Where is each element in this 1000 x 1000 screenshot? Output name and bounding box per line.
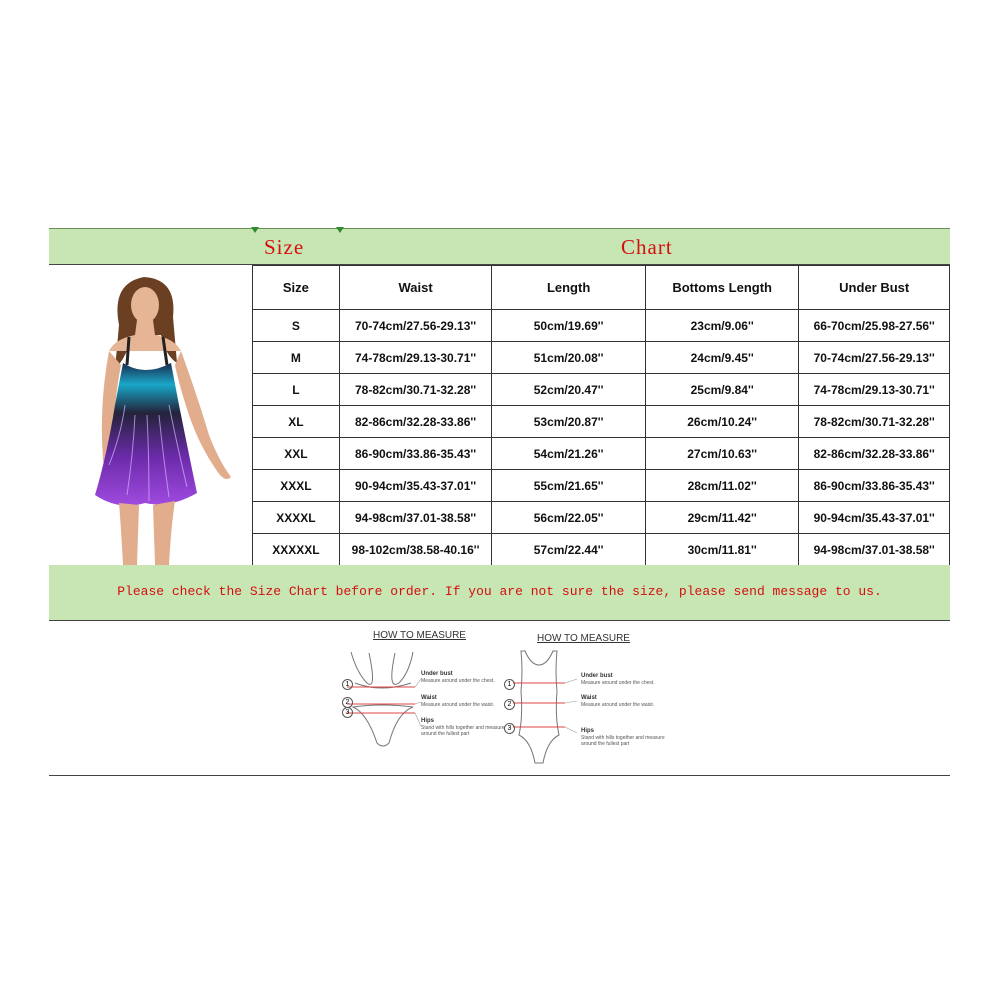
- table-cell: XL: [253, 406, 340, 438]
- size-chart-header: [49, 228, 950, 265]
- table-cell: 74-78cm/29.13-30.71'': [339, 342, 492, 374]
- table-header-row: [253, 266, 950, 310]
- label-waist: Waist: [581, 695, 597, 701]
- table-row: [253, 438, 950, 470]
- table-cell: 78-82cm/30.71-32.28'': [799, 406, 950, 438]
- table-cell: 25cm/9.84'': [645, 374, 799, 406]
- table-cell: S: [253, 310, 340, 342]
- desc-waist: Measure around under the waist.: [421, 702, 495, 708]
- table-row: [253, 406, 950, 438]
- product-photo: [49, 265, 252, 565]
- table-cell: 94-98cm/37.01-38.58'': [339, 502, 492, 534]
- order-note-band: [49, 565, 950, 621]
- table-cell: L: [253, 374, 340, 406]
- label-under-bust: Under bust: [421, 671, 453, 677]
- how-to-measure-heading-right: HOW TO MEASURE: [537, 633, 630, 644]
- table-cell: 23cm/9.06'': [645, 310, 799, 342]
- column-header: Waist: [339, 266, 492, 310]
- size-table: [252, 265, 950, 566]
- table-row: [253, 470, 950, 502]
- table-cell: 27cm/10.63'': [645, 438, 799, 470]
- table-cell: 70-74cm/27.56-29.13'': [799, 342, 950, 374]
- table-cell: XXXL: [253, 470, 340, 502]
- label-waist: Waist: [421, 695, 437, 701]
- table-cell: 82-86cm/32.28-33.86'': [799, 438, 950, 470]
- table-row: [253, 310, 950, 342]
- green-tick-mark: [251, 227, 259, 233]
- table-cell: 86-90cm/33.86-35.43'': [799, 470, 950, 502]
- table-row: [253, 374, 950, 406]
- table-row: [253, 342, 950, 374]
- marker-1: 1: [504, 679, 515, 690]
- table-cell: 52cm/20.47'': [492, 374, 646, 406]
- marker-3: 3: [504, 723, 515, 734]
- label-under-bust: Under bust: [581, 673, 613, 679]
- table-cell: XXXXXL: [253, 534, 340, 566]
- table-cell: 29cm/11.42'': [645, 502, 799, 534]
- table-cell: 28cm/11.02'': [645, 470, 799, 502]
- table-cell: 50cm/19.69'': [492, 310, 646, 342]
- label-hips: Hips: [581, 728, 595, 734]
- table-cell: 53cm/20.87'': [492, 406, 646, 438]
- table-cell: 24cm/9.45'': [645, 342, 799, 374]
- table-cell: XXXXL: [253, 502, 340, 534]
- table-cell: 86-90cm/33.86-35.43'': [339, 438, 492, 470]
- table-cell: 66-70cm/25.98-27.56'': [799, 310, 950, 342]
- how-to-measure-heading-left: HOW TO MEASURE: [373, 630, 466, 641]
- swimsuit-measure-diagram: [499, 647, 679, 775]
- green-tick-mark: [336, 227, 344, 233]
- how-to-measure-section: [49, 621, 950, 776]
- table-cell: 78-82cm/30.71-32.28'': [339, 374, 492, 406]
- marker-2: 2: [342, 697, 353, 708]
- desc-under-bust: Measure around under the chest.: [581, 680, 655, 686]
- bikini-measure-diagram: [337, 647, 517, 775]
- table-cell: M: [253, 342, 340, 374]
- table-cell: 26cm/10.24'': [645, 406, 799, 438]
- table-cell: 90-94cm/35.43-37.01'': [339, 470, 492, 502]
- table-cell: XXL: [253, 438, 340, 470]
- header-title-chart: Chart: [621, 235, 673, 259]
- desc-under-bust: Measure around under the chest.: [421, 678, 495, 684]
- desc-hips: Stand with hills together and measure around the fullest part: [581, 735, 665, 747]
- table-cell: 90-94cm/35.43-37.01'': [799, 502, 950, 534]
- order-note-text: Please check the Size Chart before order. If you are not sure the size, please send message to us.: [117, 584, 882, 599]
- table-row: [253, 502, 950, 534]
- table-cell: 82-86cm/32.28-33.86'': [339, 406, 492, 438]
- header-title-size: Size: [264, 235, 305, 259]
- column-header: Under Bust: [799, 266, 950, 310]
- table-row: [253, 534, 950, 566]
- label-hips: Hips: [421, 718, 435, 724]
- table-cell: 56cm/22.05'': [492, 502, 646, 534]
- table-cell: 98-102cm/38.58-40.16'': [339, 534, 492, 566]
- size-chart-frame: [49, 228, 950, 776]
- desc-waist: Measure around under the waist.: [581, 702, 655, 708]
- marker-1: 1: [342, 679, 353, 690]
- column-header: Size: [253, 266, 340, 310]
- table-cell: 55cm/21.65'': [492, 470, 646, 502]
- table-cell: 54cm/21.26'': [492, 438, 646, 470]
- table-cell: 70-74cm/27.56-29.13'': [339, 310, 492, 342]
- table-cell: 30cm/11.81'': [645, 534, 799, 566]
- column-header: Bottoms Length: [645, 266, 799, 310]
- table-cell: 94-98cm/37.01-38.58'': [799, 534, 950, 566]
- desc-hips: Stand with hills together and measure around the fullest part: [421, 725, 505, 737]
- table-cell: 51cm/20.08'': [492, 342, 646, 374]
- column-header: Length: [492, 266, 646, 310]
- marker-2: 2: [504, 699, 515, 710]
- marker-3: 3: [342, 707, 353, 718]
- table-cell: 74-78cm/29.13-30.71'': [799, 374, 950, 406]
- table-cell: 57cm/22.44'': [492, 534, 646, 566]
